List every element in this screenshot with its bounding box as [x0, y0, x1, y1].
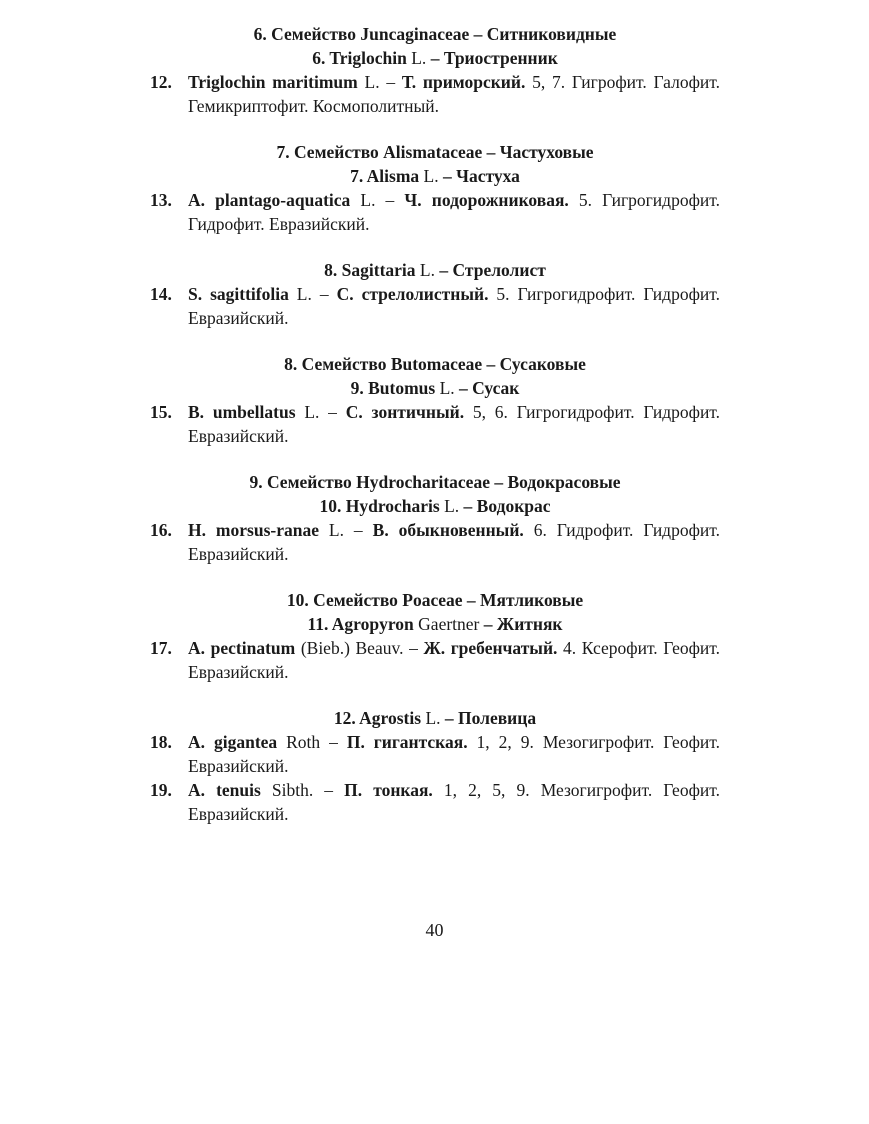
entry-text: L. –	[357, 72, 402, 92]
heading-text: 6. Triglochin	[312, 48, 412, 68]
entry-text: 5. Гигрогидрофит. Гидрофит. Евразийский.	[188, 190, 720, 234]
taxon-heading	[150, 588, 720, 612]
heading-text: 8. Sagittaria	[324, 260, 420, 280]
heading-text: – Стрелолист	[435, 260, 546, 280]
species-name: Ж. гребенчатый.	[423, 638, 558, 658]
species-entry	[150, 778, 720, 826]
taxon-block	[150, 140, 720, 236]
species-name: П. гигантская.	[346, 732, 468, 752]
species-name: Triglochin maritimum	[188, 72, 358, 92]
entry-text: 1, 2, 9. Мезогигрофит. Геофит. Евразийский.	[188, 732, 720, 776]
taxon-heading	[150, 612, 720, 636]
entry-text: 1, 2, 5, 9. Мезогигрофит. Геофит. Евразийский.	[188, 780, 720, 824]
heading-text: – Частуха	[438, 166, 520, 186]
entry-text: (Bieb.) Beauv. –	[295, 638, 424, 658]
authority-text: L.	[419, 260, 435, 280]
taxon-block	[150, 470, 720, 566]
species-list	[150, 22, 720, 848]
heading-text: – Сусак	[454, 378, 520, 398]
heading-text: 8. Семейство Butomaceae – Сусаковые	[284, 354, 586, 374]
taxon-heading	[150, 140, 720, 164]
species-entry	[150, 282, 720, 330]
heading-text: 9. Семейство Hydrocharitaceae – Водокрасовые	[249, 472, 621, 492]
heading-text: 10. Семейство Poaceae – Мятликовые	[286, 590, 584, 610]
heading-text: – Водокрас	[459, 496, 551, 516]
species-name: B. umbellatus	[188, 402, 296, 422]
species-name: A. tenuis	[188, 780, 261, 800]
entry-number: 13.	[150, 190, 172, 210]
entry-number: 16.	[150, 520, 172, 540]
species-name: H. morsus-ranae	[188, 520, 319, 540]
taxon-block	[150, 706, 720, 826]
entry-text: 5, 6. Гигрогидрофит. Гидрофит. Евразийский.	[188, 402, 721, 446]
species-name: П. тонкая.	[344, 780, 433, 800]
authority-text: L.	[439, 378, 455, 398]
entry-number: 19.	[150, 780, 172, 800]
entry-text: Roth –	[277, 732, 347, 752]
species-name: Т. приморский.	[401, 72, 526, 92]
species-entry	[150, 188, 720, 236]
entry-text: L. –	[295, 402, 346, 422]
taxon-heading	[150, 470, 720, 494]
species-name: В. обыкновенный.	[372, 520, 524, 540]
entry-number: 14.	[150, 284, 172, 304]
species-name: S. sagittifolia	[188, 284, 289, 304]
entry-number: 15.	[150, 402, 172, 422]
taxon-heading	[150, 258, 720, 282]
heading-text: 7. Alisma	[350, 166, 424, 186]
entry-text: L. –	[318, 520, 373, 540]
entry-text: L. –	[350, 190, 405, 210]
species-name: С. зонтичный.	[345, 402, 465, 422]
heading-text: 10. Hydrocharis	[319, 496, 445, 516]
species-name: A. pectinatum	[188, 638, 296, 658]
species-entry	[150, 730, 720, 778]
entry-text: 4. Ксерофит. Геофит. Евразийский.	[188, 638, 721, 682]
entry-text: 5. Гигрогидрофит. Гидрофит. Евразийский.	[188, 284, 720, 328]
entry-text: L. –	[288, 284, 337, 304]
entry-text: Sibth. –	[260, 780, 345, 800]
heading-text: 9. Butomus	[350, 378, 440, 398]
entry-number: 12.	[150, 72, 172, 92]
heading-text: 11. Agropyron	[307, 614, 419, 634]
species-entry	[150, 518, 720, 566]
entry-text: 5, 7. Гигрофит. Галофит. Гемикриптофит. Космополитный.	[188, 72, 720, 116]
species-name: A. plantago-aquatica	[188, 190, 351, 210]
taxon-block	[150, 258, 720, 330]
entry-number: 17.	[150, 638, 172, 658]
heading-text: – Житняк	[479, 614, 563, 634]
species-entry	[150, 400, 720, 448]
authority-text: Gaertner	[418, 614, 480, 634]
taxon-heading	[150, 494, 720, 518]
authority-text: L.	[444, 496, 460, 516]
taxon-block	[150, 588, 720, 684]
heading-text: 12. Agrostis	[333, 708, 426, 728]
taxon-heading	[150, 376, 720, 400]
species-entry	[150, 636, 720, 684]
species-entry	[150, 70, 720, 118]
page-number: 40	[425, 920, 444, 940]
taxon-heading	[150, 46, 720, 70]
entry-text: 6. Гидрофит. Гидрофит. Евразийский.	[188, 520, 720, 564]
heading-text: 7. Семейство Alismataceae – Частуховые	[276, 142, 594, 162]
taxon-heading	[150, 352, 720, 376]
entry-number: 18.	[150, 732, 172, 752]
species-name: С. стрелолистный.	[336, 284, 489, 304]
taxon-heading	[150, 164, 720, 188]
species-name: Ч. подорожниковая.	[404, 190, 569, 210]
authority-text: L.	[411, 48, 427, 68]
authority-text: L.	[423, 166, 439, 186]
species-name: A. gigantea	[188, 732, 278, 752]
authority-text: L.	[425, 708, 441, 728]
taxon-heading	[150, 706, 720, 730]
taxon-block	[150, 22, 720, 118]
heading-text: – Триостренник	[426, 48, 558, 68]
taxon-block	[150, 352, 720, 448]
heading-text: – Полевица	[440, 708, 537, 728]
taxon-heading	[150, 22, 720, 46]
heading-text: 6. Семейство Juncaginaceae – Ситниковидные	[253, 24, 617, 44]
